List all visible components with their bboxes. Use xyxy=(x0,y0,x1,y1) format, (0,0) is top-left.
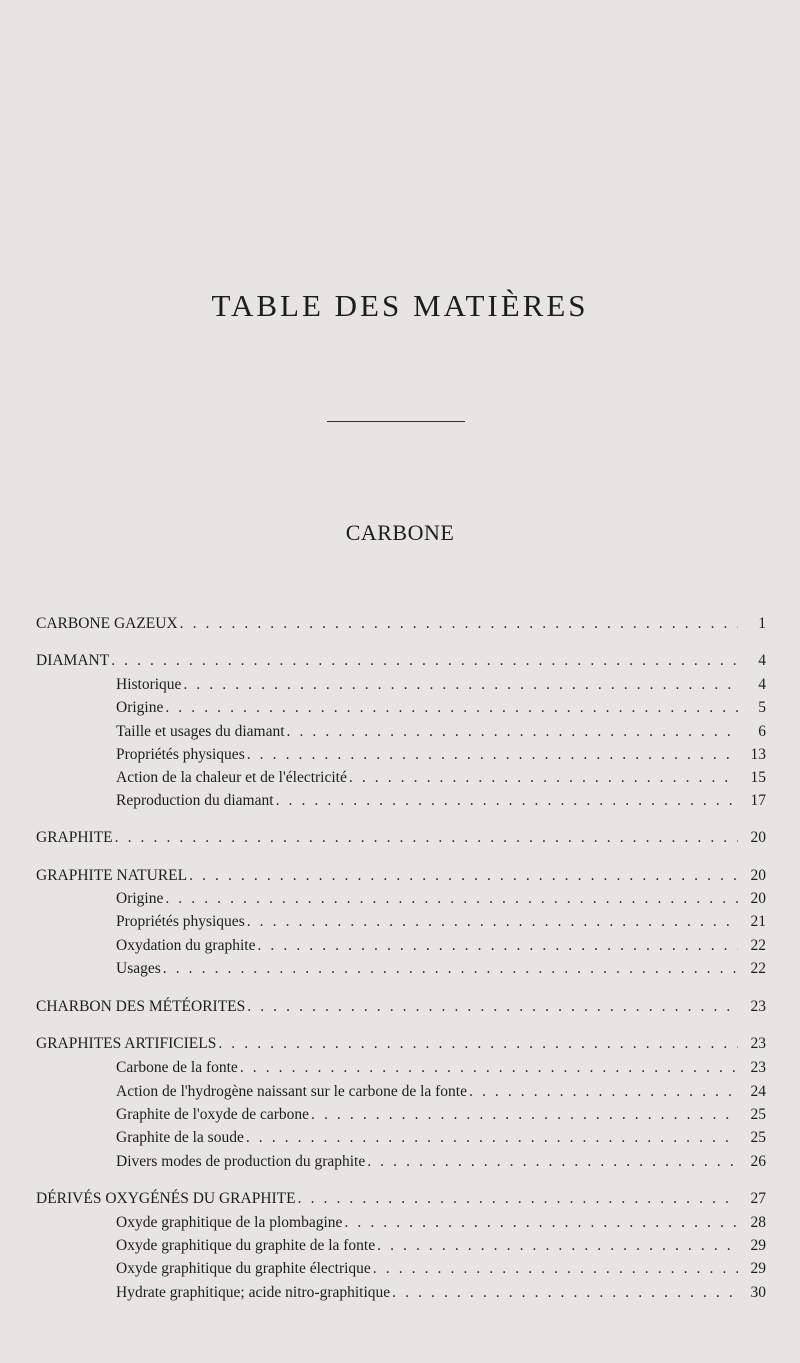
dot-leader xyxy=(218,1033,738,1055)
dot-leader xyxy=(165,697,738,719)
toc-entry-page: 28 xyxy=(750,1214,766,1231)
dot-leader xyxy=(392,1282,738,1304)
toc-entry-label: Origine xyxy=(116,699,164,716)
toc-entry xyxy=(116,721,766,743)
toc-entry xyxy=(116,935,766,957)
toc-entry-label: GRAPHITE xyxy=(36,829,113,846)
toc-entry-page: 22 xyxy=(750,937,766,954)
toc-entry-page: 23 xyxy=(750,1059,766,1076)
toc-entry xyxy=(36,613,766,635)
toc-entry-label: Divers modes de production du graphite xyxy=(116,1153,366,1170)
toc-entry xyxy=(36,1188,766,1210)
toc-entry xyxy=(116,1282,766,1304)
dot-leader xyxy=(180,613,738,635)
toc-entry-page: 29 xyxy=(750,1237,766,1254)
dot-leader xyxy=(247,996,738,1018)
toc-entry xyxy=(116,958,766,980)
toc-entry-label: GRAPHITE NATUREL xyxy=(36,867,188,884)
toc-entry-page: 25 xyxy=(750,1106,766,1123)
dot-leader xyxy=(298,1188,738,1210)
dot-leader xyxy=(240,1057,738,1079)
toc-entry xyxy=(36,865,766,887)
dot-leader xyxy=(111,650,738,672)
toc-entry-page: 30 xyxy=(750,1284,766,1301)
toc-entry-page: 27 xyxy=(750,1190,766,1207)
toc-entry-label: DIAMANT xyxy=(36,652,110,669)
dot-leader xyxy=(183,674,738,696)
dot-leader xyxy=(344,1212,738,1234)
dot-leader xyxy=(163,958,738,980)
dot-leader xyxy=(367,1151,738,1173)
toc-entry-label: DÉRIVÉS OXYGÉNÉS DU GRAPHITE xyxy=(36,1190,296,1207)
toc-entry-page: 23 xyxy=(750,1035,766,1052)
dot-leader xyxy=(311,1104,738,1126)
toc-entry xyxy=(116,911,766,933)
dot-leader xyxy=(247,911,738,933)
toc-entry-label: Action de la chaleur et de l'électricité xyxy=(116,769,347,786)
toc-entry xyxy=(116,790,766,812)
toc-entry-label: Graphite de la soude xyxy=(116,1129,244,1146)
toc-entry-label: Oxydation du graphite xyxy=(116,937,256,954)
toc-entry-label: Taille et usages du diamant xyxy=(116,723,285,740)
dot-leader xyxy=(349,767,738,789)
toc-entry xyxy=(116,1151,766,1173)
toc-entry-label: Origine xyxy=(116,890,164,907)
toc-entry-page: 13 xyxy=(750,746,766,763)
dot-leader xyxy=(247,744,738,766)
toc-entry-label: CARBONE GAZEUX xyxy=(36,615,178,632)
toc-entry-page: 25 xyxy=(750,1129,766,1146)
toc-entry-label: Oxyde graphitique du graphite électrique xyxy=(116,1260,371,1277)
toc-entry-page: 5 xyxy=(758,699,766,716)
toc-entry xyxy=(116,674,766,696)
toc-entry-page: 17 xyxy=(750,792,766,809)
toc-entry-page: 21 xyxy=(750,913,766,930)
toc-entry-label: Reproduction du diamant xyxy=(116,792,274,809)
toc-entry xyxy=(36,1033,766,1055)
section-heading: CARBONE xyxy=(345,520,455,545)
toc-entry xyxy=(36,827,766,849)
toc-entry xyxy=(116,1258,766,1280)
dot-leader xyxy=(469,1081,738,1103)
toc-entry-page: 4 xyxy=(758,652,766,669)
dot-leader xyxy=(257,935,738,957)
toc-entry-label: Hydrate graphitique; acide nitro-graphitique xyxy=(116,1284,391,1301)
toc-entry-label: Propriétés physiques xyxy=(116,746,245,763)
page-title: TABLE DES MATIÈRES xyxy=(211,288,589,323)
toc-entry xyxy=(116,888,766,910)
toc-entry-label: Graphite de l'oxyde de carbone xyxy=(116,1106,310,1123)
toc-entry xyxy=(116,744,766,766)
toc-entry-page: 26 xyxy=(750,1153,766,1170)
toc-entry-label: Carbone de la fonte xyxy=(116,1059,238,1076)
divider xyxy=(327,421,465,422)
toc-entry-label: Action de l'hydrogène naissant sur le carbone de la fonte xyxy=(116,1083,467,1100)
toc-entry-label: Oxyde graphitique du graphite de la fonte xyxy=(116,1237,376,1254)
dot-leader xyxy=(165,888,738,910)
toc-entry-page: 6 xyxy=(758,723,766,740)
toc-entry xyxy=(116,767,766,789)
toc-entry xyxy=(36,650,766,672)
dot-leader xyxy=(276,790,738,812)
dot-leader xyxy=(287,721,738,743)
toc-entry-label: CHARBON DES MÉTÉORITES xyxy=(36,998,246,1015)
toc-entry-page: 29 xyxy=(750,1260,766,1277)
toc-entry-page: 15 xyxy=(750,769,766,786)
toc-entry xyxy=(36,996,766,1018)
toc-entry-page: 20 xyxy=(750,890,766,907)
toc-entry-page: 20 xyxy=(750,829,766,846)
dot-leader xyxy=(377,1235,738,1257)
dot-leader xyxy=(115,827,738,849)
toc-entry-label: Oxyde graphitique de la plombagine xyxy=(116,1214,343,1231)
toc-entry-page: 24 xyxy=(750,1083,766,1100)
toc-entry-page: 22 xyxy=(750,960,766,977)
toc-entry-page: 20 xyxy=(750,867,766,884)
dot-leader xyxy=(246,1127,738,1149)
toc-entry xyxy=(116,1127,766,1149)
toc-entry-label: GRAPHITES ARTIFICIELS xyxy=(36,1035,217,1052)
toc-entry-page: 23 xyxy=(750,998,766,1015)
toc-entry xyxy=(116,697,766,719)
dot-leader xyxy=(189,865,738,887)
toc-entry-label: Historique xyxy=(116,676,182,693)
toc-entry xyxy=(116,1104,766,1126)
toc-entry-label: Propriétés physiques xyxy=(116,913,245,930)
toc-entry xyxy=(116,1081,766,1103)
toc-entry-page: 1 xyxy=(758,615,766,632)
toc-entry xyxy=(116,1057,766,1079)
toc-entry xyxy=(116,1212,766,1234)
toc-entry-label: Usages xyxy=(116,960,161,977)
dot-leader xyxy=(373,1258,738,1280)
toc-entry xyxy=(116,1235,766,1257)
toc-entry-page: 4 xyxy=(758,676,766,693)
